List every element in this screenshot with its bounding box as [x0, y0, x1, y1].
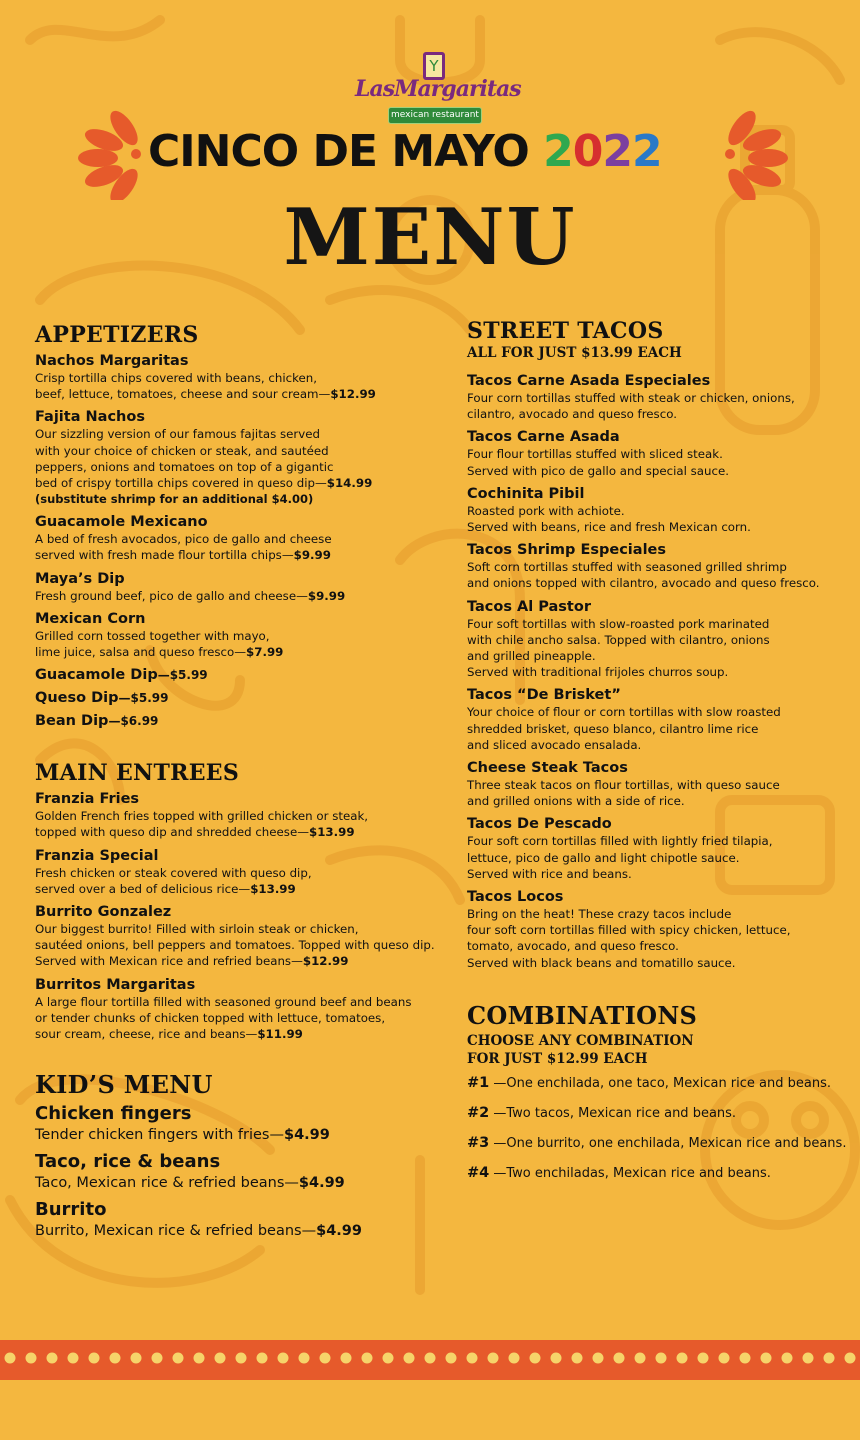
- menu-item: [467, 485, 852, 535]
- footer-dot: [509, 1353, 520, 1364]
- footer-dot: [152, 1353, 163, 1364]
- footer-dot: [89, 1353, 100, 1364]
- combo-description: —Two tacos, Mexican rice and beans.: [489, 1105, 737, 1121]
- section-heading-combinations: COMBINATIONS: [467, 1000, 698, 1030]
- combo-description: —One enchilada, one taco, Mexican rice and beans.: [489, 1075, 831, 1091]
- footer-dot: [299, 1353, 310, 1364]
- logo-tagline: mexican restaurant: [388, 107, 482, 124]
- desc-text: Golden French fries topped with grilled chicken or steak, topped with queso dip and shredded cheese—: [35, 809, 369, 840]
- item-price: $9.99: [293, 548, 331, 563]
- right-column: [467, 318, 852, 1194]
- desc-text: Fresh ground beef, pico de gallo and cheese—: [35, 588, 308, 603]
- section-heading-entrees: MAIN ENTREES: [35, 760, 240, 787]
- desc-text: Taco, Mexican rice & refried beans—: [35, 1175, 299, 1192]
- item-price: —$5.99: [118, 691, 169, 706]
- footer-dot: [656, 1353, 667, 1364]
- menu-item: [35, 408, 455, 507]
- item-description: Your choice of flour or corn tortillas with slow roasted shredded brisket, queso blanco, cilantro lime rice and sliced avocado ensalada.: [467, 705, 781, 752]
- footer-dot: [425, 1353, 436, 1364]
- item-price: $12.99: [302, 954, 349, 969]
- item-price: $12.99: [330, 387, 376, 402]
- desc-text: Fresh chicken or steak covered with queso dip, served over a bed of delicious rice—: [35, 865, 312, 896]
- menu-item: [35, 570, 455, 604]
- footer-dot: [845, 1353, 856, 1364]
- item-description: [35, 865, 455, 897]
- title-year: [543, 126, 662, 177]
- item-description: [35, 628, 455, 660]
- footer-dot: [236, 1353, 247, 1364]
- menu-item: [467, 888, 852, 971]
- item-description: Three steak tacos on flour tortillas, with queso sauce and grilled onions with a side of rice.: [467, 778, 780, 809]
- footer-dot: [257, 1353, 268, 1364]
- menu-item: [35, 976, 455, 1043]
- item-description: [35, 531, 455, 563]
- menu-item: [467, 598, 852, 681]
- footer-dot: [803, 1353, 814, 1364]
- item-price: —$6.99: [108, 714, 159, 729]
- footer-dot: [362, 1353, 373, 1364]
- combo-item: [467, 1074, 852, 1093]
- menu-item: [35, 610, 455, 660]
- section-heading-kids: KID’S MENU: [35, 1070, 213, 1100]
- menu-item-single: [35, 689, 455, 707]
- footer-dot: [131, 1353, 142, 1364]
- desc-text: A large flour tortilla filled with seasoned ground beef and beans or tender chunks of chicken topped with lettuce, tomatoes, sour cream, cheese, rice and beans—: [35, 994, 412, 1042]
- item-description: [35, 1221, 455, 1241]
- item-name: Taco, rice & beans: [35, 1151, 221, 1173]
- item-name: Franzia Special: [35, 847, 159, 864]
- menu-item: [35, 847, 455, 897]
- item-name: Tacos Shrimp Especiales: [467, 542, 666, 559]
- item-description: Four soft corn tortillas filled with lightly fried tilapia, lettuce, pico de gallo and light chipotle sauce. Served with rice and beans.: [467, 834, 773, 881]
- desc-text: Tender chicken fingers with fries—: [35, 1127, 284, 1144]
- item-name: Tacos De Pescado: [467, 816, 612, 833]
- item-description: Roasted pork with achiote. Served with beans, rice and fresh Mexican corn.: [467, 503, 751, 535]
- desc-text: A bed of fresh avocados, pico de gallo and cheese served with fresh made flour tortilla chips—: [35, 532, 332, 563]
- menu-item: [467, 428, 852, 478]
- event-title: [148, 126, 728, 188]
- item-price: $4.99: [283, 1127, 330, 1144]
- item-price: $13.99: [250, 881, 296, 896]
- year-digit: 2: [543, 126, 573, 177]
- menu-item-single: [35, 666, 455, 684]
- footer-dot: [698, 1353, 709, 1364]
- item-name: Chicken fingers: [35, 1103, 192, 1125]
- desc-text: Our sizzling version of our famous fajitas served with your choice of chicken or steak, and sautéed peppers, onions and tomatoes on top of a gigantic bed of crispy tortilla chips covered in queso dip—: [35, 427, 334, 491]
- desc-text: Grilled corn tossed together with mayo, lime juice, salsa and queso fresco—: [35, 628, 270, 660]
- footer-dot: [572, 1353, 583, 1364]
- footer-dot: [47, 1353, 58, 1364]
- title-text: CINCO DE MAYO: [148, 126, 529, 177]
- menu-heading: MENU: [283, 192, 577, 283]
- item-description: [35, 994, 455, 1043]
- item-price: $4.99: [316, 1223, 362, 1240]
- section-heading-street-tacos: STREET TACOS: [467, 318, 664, 344]
- desc-text: Our biggest burrito! Filled with sirloin steak or chicken, sautéed onions, bell peppers and tomatoes. Topped with queso dip. Served with Mexican rice and refried beans—: [35, 922, 435, 969]
- item-name: Nachos Margaritas: [35, 353, 189, 369]
- menu-item: [467, 686, 852, 753]
- menu-item: [35, 352, 455, 402]
- flower-ornament-icon: [722, 108, 794, 200]
- combo-item: [467, 1104, 852, 1123]
- item-price: $11.99: [257, 1027, 303, 1042]
- item-description: [35, 588, 455, 604]
- section-subheading: FOR JUST $12.99 EACH: [467, 1050, 648, 1067]
- footer-dot: [26, 1353, 37, 1364]
- flower-ornament-icon: [72, 108, 144, 200]
- item-name: Burrito: [35, 1199, 107, 1221]
- item-name: Mexican Corn: [35, 610, 146, 627]
- footer-dot: [677, 1353, 688, 1364]
- menu-item-single: [35, 712, 455, 730]
- footer-dot-pattern: [0, 1350, 860, 1366]
- footer-dot: [404, 1353, 415, 1364]
- footer-dot: [215, 1353, 226, 1364]
- item-price: —$5.99: [157, 668, 208, 683]
- item-name: Guacamole Dip: [35, 667, 158, 684]
- footer-dot: [635, 1353, 646, 1364]
- footer-dot: [446, 1353, 457, 1364]
- margarita-glass-icon: Y: [423, 52, 445, 80]
- menu-item: [35, 903, 455, 970]
- item-description: Four soft tortillas with slow-roasted pork marinated with chile ancho salsa. Topped with cilantro, onions and grilled pineapple. Served with traditional frijoles churros soup.: [467, 616, 770, 680]
- restaurant-logo: [355, 52, 521, 128]
- item-note: (substitute shrimp for an additional $4.00): [35, 492, 314, 507]
- footer-dot: [467, 1353, 478, 1364]
- item-name: Tacos Locos: [467, 889, 564, 906]
- footer-dot: [593, 1353, 604, 1364]
- footer-dot: [5, 1353, 16, 1364]
- item-description: Bring on the heat! These crazy tacos include four soft corn tortillas filled with spicy chicken, lettuce, tomato, avocado, and queso fresco. Served with black beans and tomatillo sauce.: [467, 907, 791, 970]
- menu-item: [35, 513, 455, 563]
- item-name: Franzia Fries: [35, 791, 140, 808]
- footer-dot: [383, 1353, 394, 1364]
- combo-item: [467, 1134, 852, 1153]
- combo-number: #3: [467, 1134, 490, 1151]
- item-name: Queso Dip: [35, 690, 119, 707]
- year-digit: 2: [602, 126, 632, 177]
- footer-dot: [173, 1353, 184, 1364]
- menu-item: [467, 815, 852, 882]
- year-digit: 2: [631, 126, 662, 177]
- footer-dot: [782, 1353, 793, 1364]
- item-description: [35, 808, 455, 840]
- footer-dot: [278, 1353, 289, 1364]
- menu-item: [35, 1103, 455, 1145]
- item-description: [35, 921, 455, 970]
- footer-dot: [110, 1353, 121, 1364]
- footer-dot: [614, 1353, 625, 1364]
- menu-item: [467, 541, 852, 591]
- item-description: Four flour tortillas stuffed with sliced steak. Served with pico de gallo and special sauce.: [467, 447, 730, 478]
- logo-name: LasMargaritas: [355, 76, 521, 102]
- footer-dot: [761, 1353, 772, 1364]
- section-heading-appetizers: APPETIZERS: [35, 322, 199, 348]
- item-name: Cochinita Pibil: [467, 485, 585, 502]
- menu-item: [467, 372, 852, 422]
- footer-dot: [719, 1353, 730, 1364]
- combo-description: —One burrito, one enchilada, Mexican rice and beans.: [489, 1135, 847, 1151]
- footer-dot: [341, 1353, 352, 1364]
- item-price: $7.99: [246, 645, 284, 660]
- footer-dot: [488, 1353, 499, 1364]
- item-name: Fajita Nachos: [35, 409, 145, 426]
- combo-number: #1: [467, 1074, 490, 1091]
- footer-dot: [551, 1353, 562, 1364]
- item-description: [35, 426, 455, 491]
- item-name: Tacos Carne Asada: [467, 429, 620, 446]
- footer-dot: [740, 1353, 751, 1364]
- item-price: $13.99: [309, 825, 355, 840]
- left-column: [35, 322, 455, 1247]
- desc-text: Crisp tortilla chips covered with beans, chicken, beef, lettuce, tomatoes, cheese and sour cream—: [35, 371, 331, 402]
- footer-dot: [824, 1353, 835, 1364]
- menu-item: [35, 1151, 455, 1193]
- combo-number: #4: [467, 1164, 490, 1181]
- footer-divider: [0, 1376, 860, 1380]
- footer-dot: [530, 1353, 541, 1364]
- item-name: Guacamole Mexicano: [35, 514, 208, 531]
- item-name: Burritos Margaritas: [35, 976, 196, 993]
- item-price: $9.99: [307, 588, 346, 603]
- section-subheading: ALL FOR JUST $13.99 EACH: [467, 345, 682, 361]
- footer-dot: [68, 1353, 79, 1364]
- combo-number: #2: [467, 1104, 490, 1121]
- desc-text: Burrito, Mexican rice & refried beans—: [35, 1223, 317, 1240]
- combo-item: [467, 1164, 852, 1183]
- footer-dot: [194, 1353, 205, 1364]
- item-name: Bean Dip: [35, 713, 109, 730]
- item-description: [35, 370, 455, 402]
- item-description: [35, 1173, 455, 1193]
- menu-item: [35, 790, 455, 840]
- combo-description: —Two enchiladas, Mexican rice and beans.: [489, 1165, 771, 1181]
- item-price: $4.99: [298, 1175, 345, 1192]
- item-description: Soft corn tortillas stuffed with seasoned grilled shrimp and onions topped with cilantro, avocado and queso fresco.: [467, 560, 820, 591]
- item-name: Maya’s Dip: [35, 570, 125, 587]
- item-name: Tacos Al Pastor: [467, 598, 591, 615]
- item-price: $14.99: [326, 476, 373, 491]
- year-digit: 0: [572, 126, 603, 177]
- item-description: Four corn tortillas stuffed with steak or chicken, onions, cilantro, avocado and queso fresco.: [467, 391, 795, 422]
- item-name: Tacos “De Brisket”: [467, 687, 621, 704]
- item-name: Tacos Carne Asada Especiales: [467, 373, 711, 389]
- menu-item: [35, 1199, 455, 1241]
- footer-dot: [320, 1353, 331, 1364]
- item-name: Cheese Steak Tacos: [467, 760, 628, 777]
- menu-item: [467, 759, 852, 809]
- item-description: [35, 1125, 455, 1145]
- section-subheading: CHOOSE ANY COMBINATION: [467, 1032, 694, 1049]
- item-name: Burrito Gonzalez: [35, 904, 172, 921]
